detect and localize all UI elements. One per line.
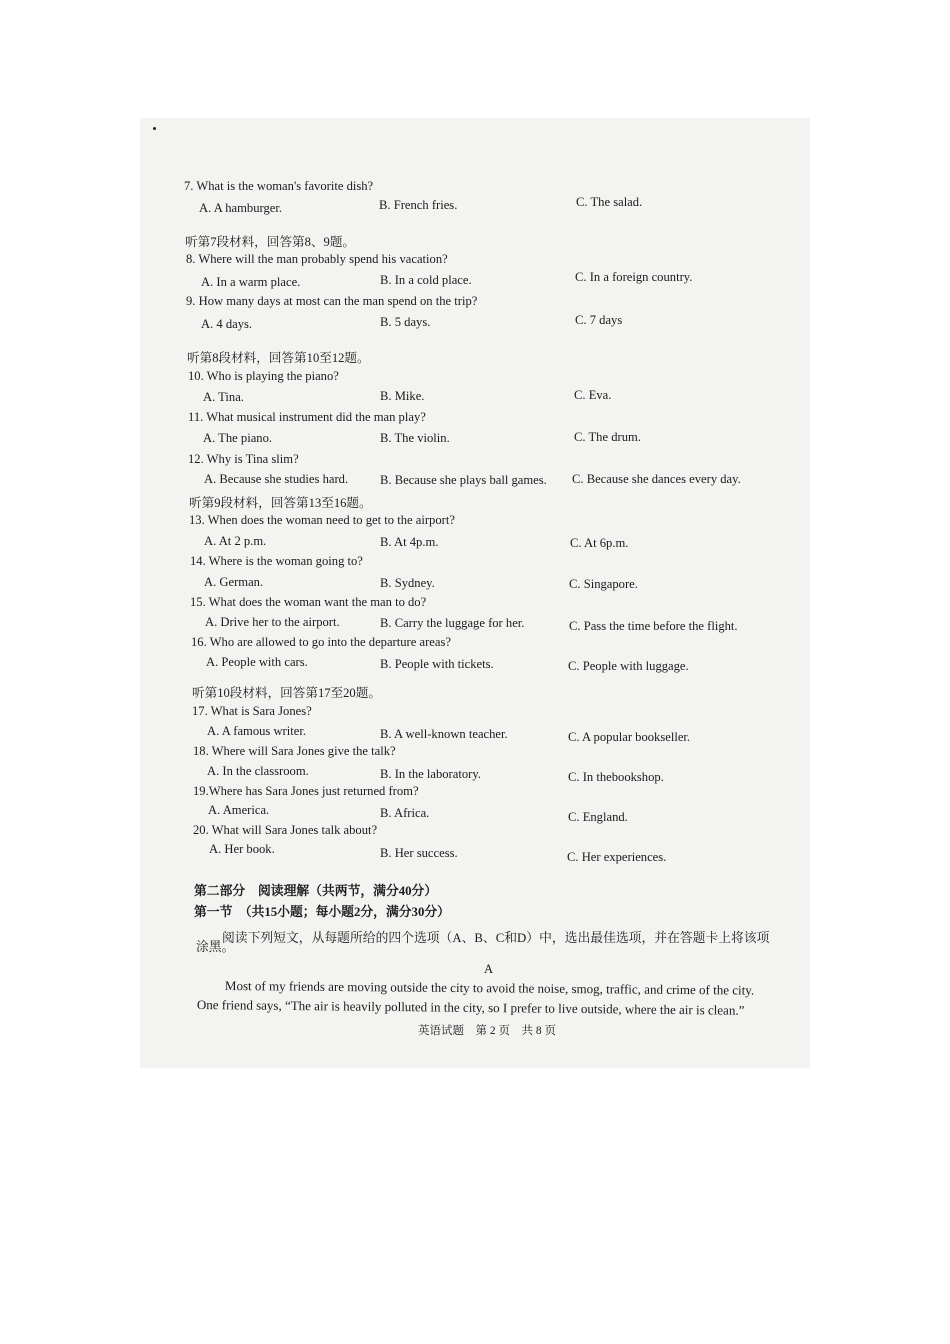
question-8-option-c: C. In a foreign country. <box>575 270 693 284</box>
question-18-option-b: B. In the laboratory. <box>380 767 481 781</box>
question-15-option-a: A. Drive her to the airport. <box>205 615 340 629</box>
question-17-option-c: C. A popular bookseller. <box>568 730 691 744</box>
question-11-option-b: B. The violin. <box>380 431 450 445</box>
question-16: 16. Who are allowed to go into the departure areas? <box>191 635 451 649</box>
question-7-option-a: A. A hamburger. <box>199 201 283 215</box>
section-one-heading: 第一节 （共15小题；每小题2分，满分30分） <box>194 905 450 919</box>
question-12-option-a: A. Because she studies hard. <box>204 472 349 486</box>
part-two-heading: 第二部分 阅读理解（共两节，满分40分） <box>194 884 438 898</box>
question-14-option-a: A. German. <box>204 575 264 589</box>
question-20-option-a: A. Her book. <box>209 842 275 856</box>
question-7: 7. What is the woman's favorite dish? <box>184 179 374 193</box>
question-17-option-a: A. A famous writer. <box>207 724 306 738</box>
section-heading-7: 听第7段材料，回答第8、9题。 <box>185 235 356 249</box>
question-17-option-b: B. A well-known teacher. <box>380 727 508 741</box>
question-11-option-a: A. The piano. <box>203 431 273 445</box>
question-10-option-c: C. Eva. <box>574 388 612 402</box>
page-footer: 英语试题 第 2 页 共 8 页 <box>418 1025 556 1037</box>
question-15: 15. What does the woman want the man to do? <box>190 595 427 609</box>
question-14-option-b: B. Sydney. <box>380 576 435 590</box>
passage-line-1: Most of my friends are moving outside the city to avoid the noise, smog, traffic, and crime of the city. <box>224 978 755 998</box>
question-10-option-b: B. Mike. <box>380 389 425 403</box>
section-heading-9: 听第9段材料，回答第13至16题。 <box>189 496 372 510</box>
question-19-option-c: C. England. <box>568 810 628 824</box>
question-20-option-b: B. Her success. <box>380 846 458 860</box>
passage-line-2: One friend says, “The air is heavily polluted in the city, so I prefer to live outside, where the air is clean.” <box>196 997 745 1018</box>
question-12-option-b: B. Because she plays ball games. <box>380 473 547 487</box>
question-17: 17. What is Sara Jones? <box>192 704 312 718</box>
question-10-option-a: A. Tina. <box>203 390 244 404</box>
question-7-option-c: C. The salad. <box>576 195 643 209</box>
question-8-option-b: B. In a cold place. <box>380 273 472 287</box>
question-9-option-c: C. 7 days <box>575 313 623 327</box>
reading-instruction: 阅读下列短文，从每题所给的四个选项（A、B、C和D）中，选出最佳选项，并在答题卡上将该项 <box>222 931 770 945</box>
question-13-option-a: A. At 2 p.m. <box>204 534 267 548</box>
question-14-option-c: C. Singapore. <box>569 577 638 591</box>
question-8: 8. Where will the man probably spend his vacation? <box>186 252 448 266</box>
question-12: 12. Why is Tina slim? <box>188 452 299 466</box>
passage-label: A <box>484 962 494 976</box>
section-heading-10: 听第10段材料，回答第17至20题。 <box>192 686 381 700</box>
question-18-option-a: A. In the classroom. <box>207 764 309 778</box>
question-19-option-a: A. America. <box>208 803 270 817</box>
question-13-option-c: C. At 6p.m. <box>570 536 629 550</box>
question-20: 20. What will Sara Jones talk about? <box>193 823 378 837</box>
question-11-option-c: C. The drum. <box>574 430 641 444</box>
question-13-option-b: B. At 4p.m. <box>380 535 439 549</box>
question-12-option-c: C. Because she dances every day. <box>572 472 741 486</box>
question-16-option-a: A. People with cars. <box>206 655 308 669</box>
question-8-option-a: A. In a warm place. <box>201 275 301 289</box>
question-9-option-b: B. 5 days. <box>380 315 431 329</box>
question-16-option-b: B. People with tickets. <box>380 657 494 671</box>
reading-instruction-continued: 涂黑。 <box>196 940 235 954</box>
question-9: 9. How many days at most can the man spend on the trip? <box>186 294 478 308</box>
question-19: 19.Where has Sara Jones just returned from? <box>193 784 419 798</box>
question-19-option-b: B. Africa. <box>380 806 430 820</box>
question-18-option-c: C. In thebookshop. <box>568 770 664 784</box>
question-10: 10. Who is playing the piano? <box>188 369 339 383</box>
question-9-option-a: A. 4 days. <box>201 317 253 331</box>
question-15-option-c: C. Pass the time before the flight. <box>569 619 738 633</box>
question-20-option-c: C. Her experiences. <box>567 850 667 864</box>
section-heading-8: 听第8段材料，回答第10至12题。 <box>187 351 370 365</box>
question-18: 18. Where will Sara Jones give the talk? <box>193 744 396 758</box>
scan-speck <box>153 127 156 130</box>
question-14: 14. Where is the woman going to? <box>190 554 363 568</box>
question-7-option-b: B. French fries. <box>379 198 458 212</box>
question-15-option-b: B. Carry the luggage for her. <box>380 616 525 630</box>
question-13: 13. When does the woman need to get to the airport? <box>189 513 455 527</box>
question-16-option-c: C. People with luggage. <box>568 659 689 673</box>
question-11: 11. What musical instrument did the man play? <box>188 410 426 424</box>
